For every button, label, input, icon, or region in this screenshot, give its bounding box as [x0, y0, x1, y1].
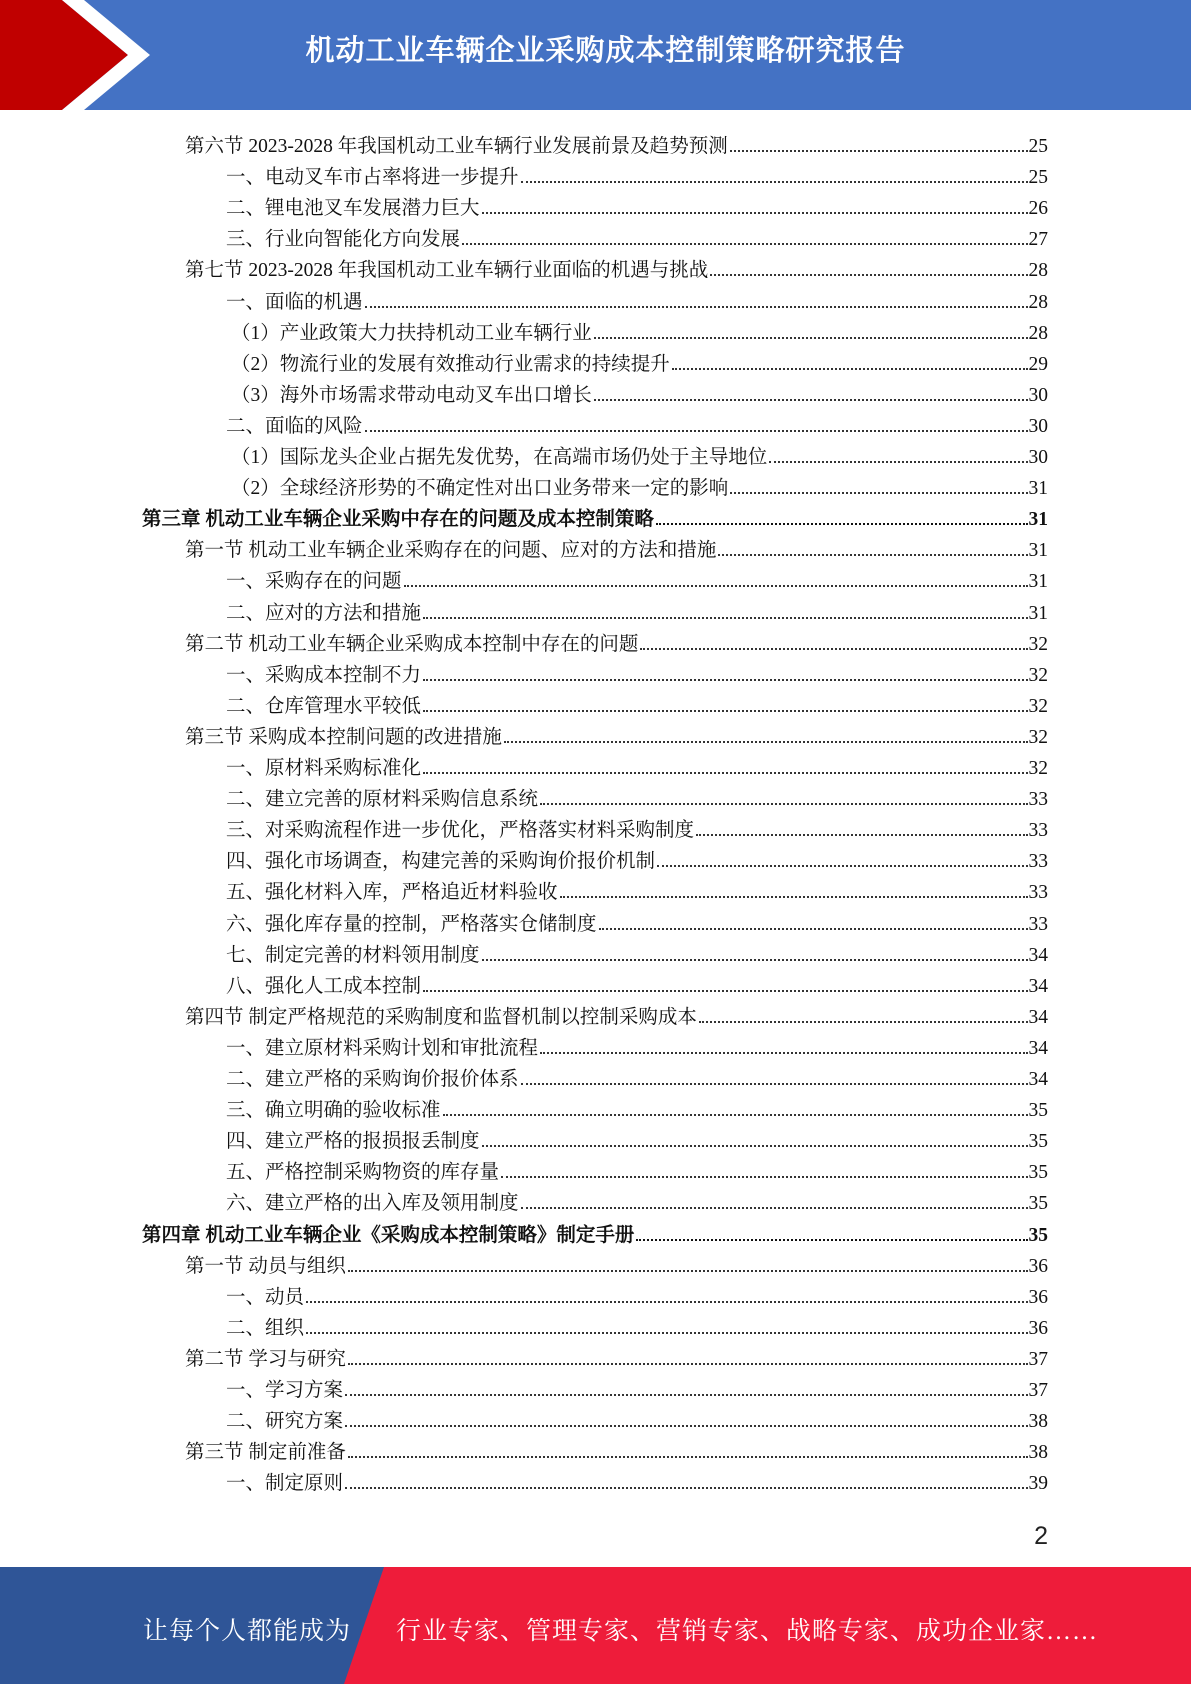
toc-entry[interactable] — [226, 967, 1048, 998]
toc-dot-leader — [306, 1332, 1027, 1334]
toc-entry-label: 五、强化材料入库，严格追近材料验收 — [226, 882, 558, 904]
toc-dot-leader — [540, 1052, 1027, 1054]
toc-entry-label: 一、建立原材料采购计划和审批流程 — [226, 1037, 539, 1059]
toc-dot-leader — [345, 1487, 1027, 1489]
toc-entry[interactable] — [226, 1278, 1048, 1309]
toc-dot-leader — [718, 554, 1027, 556]
toc-entry-page: 26 — [1028, 198, 1048, 220]
toc-entry[interactable] — [226, 158, 1048, 189]
toc-entry-label: 第二节 学习与研究 — [185, 1348, 346, 1370]
toc-dot-leader — [365, 430, 1028, 432]
toc-entry-page: 38 — [1028, 1411, 1048, 1433]
toc-entry-page: 32 — [1028, 726, 1048, 748]
toc-entry-page: 31 — [1028, 478, 1048, 500]
toc-entry-page: 32 — [1028, 758, 1048, 779]
toc-dot-leader — [423, 772, 1027, 774]
toc-entry-page: 35 — [1028, 1100, 1048, 1122]
toc-dot-leader — [365, 306, 1028, 308]
toc-entry[interactable] — [226, 283, 1048, 314]
toc-dot-leader — [348, 1270, 1028, 1272]
toc-entry-label: 第四节 制定严格规范的采购制度和监督机制以控制采购成本 — [185, 1006, 697, 1028]
toc-entry-label: 二、锂电池叉车发展潜力巨大 — [226, 198, 480, 220]
toc-dot-leader — [696, 834, 1027, 836]
toc-entry-page: 33 — [1028, 851, 1048, 873]
toc-dot-leader — [348, 1456, 1028, 1458]
toc-entry-label: 二、建立完善的原材料采购信息系统 — [226, 789, 539, 811]
toc-entry[interactable] — [231, 345, 1048, 376]
toc-entry-label: 二、组织 — [226, 1317, 305, 1339]
footer-slogan-left: 让每个人都能成为 — [143, 1618, 352, 1645]
toc-entry-page: 29 — [1028, 353, 1048, 375]
toc-entry-label: （2）全球经济形势的不确定性对出口业务带来一定的影响 — [231, 478, 729, 500]
toc-entry-label: （1）产业政策大力扶持机动工业车辆行业 — [231, 322, 592, 344]
toc-entry-label: （2）物流行业的发展有效推动行业需求的持续提升 — [231, 353, 670, 375]
toc-entry-page: 32 — [1028, 633, 1048, 655]
toc-entry[interactable] — [185, 625, 1048, 656]
toc-dot-leader — [594, 399, 1028, 401]
toc-entry-page: 31 — [1028, 509, 1048, 531]
toc-dot-leader — [710, 274, 1027, 276]
toc-dot-leader — [656, 523, 1028, 525]
page-number: 2 — [1034, 1522, 1048, 1550]
toc-entry-label: 第七节 2023-2028 年我国机动工业车辆行业面临的机遇与挑战 — [185, 260, 709, 282]
toc-entry[interactable] — [231, 438, 1048, 469]
toc-entry-page: 34 — [1028, 1037, 1048, 1059]
toc-entry-label: 二、研究方案 — [226, 1411, 344, 1433]
toc-dot-leader — [423, 710, 1027, 712]
toc-entry-page: 30 — [1028, 384, 1048, 406]
toc-dot-leader — [423, 679, 1027, 681]
toc-entry-page: 33 — [1028, 913, 1048, 935]
toc-dot-leader — [423, 617, 1027, 619]
toc-dot-leader — [404, 585, 1028, 587]
toc-entry-label: 二、面临的风险 — [226, 415, 363, 437]
toc-entry-label: 一、动员 — [226, 1286, 305, 1308]
toc-entry-label: 二、仓库管理水平较低 — [226, 695, 422, 717]
toc-entry-page: 35 — [1028, 1224, 1048, 1246]
toc-entry[interactable] — [226, 687, 1048, 718]
toc-dot-leader — [599, 928, 1028, 930]
toc-dot-leader — [504, 741, 1028, 743]
toc-entry-label: 三、确立明确的验收标准 — [226, 1100, 441, 1122]
toc-entry[interactable] — [226, 780, 1048, 811]
toc-entry-page: 33 — [1028, 882, 1048, 904]
toc-entry-label: 六、建立严格的出入库及领用制度 — [226, 1193, 519, 1215]
toc-entry-label: 四、建立严格的报损报丢制度 — [226, 1131, 480, 1153]
toc-dot-leader — [640, 648, 1027, 650]
toc-entry-label: 一、制定原则 — [226, 1473, 344, 1495]
toc-dot-leader — [345, 1425, 1027, 1427]
toc-dot-leader — [482, 212, 1028, 214]
toc-entry[interactable] — [226, 189, 1048, 220]
page-header — [0, 0, 1191, 110]
toc-entry-label: 一、学习方案 — [226, 1380, 344, 1401]
toc-entry-page: 32 — [1028, 664, 1048, 686]
toc-dot-leader — [730, 150, 1028, 152]
toc-entry[interactable] — [142, 1216, 1048, 1247]
toc-entry-page: 36 — [1028, 1286, 1048, 1308]
toc-entry-page: 31 — [1028, 571, 1048, 593]
toc-entry[interactable] — [185, 127, 1048, 158]
toc-entry[interactable] — [226, 1029, 1048, 1060]
toc-entry[interactable] — [226, 220, 1048, 251]
toc-dot-leader — [462, 243, 1027, 245]
toc-entry-page: 28 — [1028, 260, 1048, 282]
toc-dot-leader — [348, 1363, 1028, 1365]
toc-entry-label: 一、采购存在的问题 — [226, 571, 402, 593]
toc-entry-page: 25 — [1028, 136, 1048, 157]
toc-dot-leader — [521, 1083, 1028, 1085]
toc-entry-page: 25 — [1028, 167, 1048, 189]
toc-entry[interactable] — [226, 1402, 1048, 1433]
toc-entry-page: 27 — [1028, 229, 1048, 251]
toc-entry[interactable] — [226, 749, 1048, 780]
toc-entry[interactable] — [226, 1060, 1048, 1091]
toc-dot-leader — [672, 368, 1028, 370]
toc-entry-page: 34 — [1028, 944, 1048, 966]
toc-entry[interactable] — [231, 469, 1048, 500]
toc-dot-leader — [423, 990, 1027, 992]
toc-dot-leader — [699, 1021, 1028, 1023]
toc-entry[interactable] — [185, 1433, 1048, 1464]
toc-entry[interactable] — [226, 1464, 1048, 1495]
toc-entry-label: 第一节 机动工业车辆企业采购存在的问题、应对的方法和措施 — [185, 540, 717, 562]
toc-entry-label: 七、制定完善的材料领用制度 — [226, 944, 480, 966]
toc-entry[interactable] — [185, 251, 1048, 282]
toc-dot-leader — [560, 896, 1028, 898]
toc-dot-leader — [657, 865, 1027, 867]
header-title: 机动工业车辆企业采购成本控制策略研究报告 — [305, 33, 906, 67]
toc-entry-label: 三、对采购流程作进一步优化，严格落实材料采购制度 — [226, 820, 695, 842]
toc-entry-label: （3）海外市场需求带动电动叉车出口增长 — [231, 384, 592, 406]
toc-entry-page: 32 — [1028, 695, 1048, 717]
toc-dot-leader — [594, 337, 1028, 339]
toc-entry-page: 35 — [1028, 1162, 1048, 1184]
toc-dot-leader — [482, 1145, 1028, 1147]
page-footer — [0, 1567, 1191, 1684]
toc-entry-page: 33 — [1028, 820, 1048, 842]
toc-entry-label: 第六节 2023-2028 年我国机动工业车辆行业发展前景及趋势预测 — [185, 136, 728, 157]
toc-entry[interactable] — [226, 407, 1048, 438]
toc-entry[interactable] — [226, 842, 1048, 873]
toc-entry-page: 36 — [1028, 1317, 1048, 1339]
toc-dot-leader — [443, 1114, 1028, 1116]
toc-entry[interactable] — [231, 376, 1048, 407]
toc-entry-label: 三、行业向智能化方向发展 — [226, 229, 461, 251]
toc-entry-page: 31 — [1028, 540, 1048, 562]
toc-entry-page: 33 — [1028, 789, 1048, 811]
toc-entry[interactable] — [226, 656, 1048, 687]
toc-entry[interactable] — [226, 1184, 1048, 1215]
toc-entry-label: 二、建立严格的采购询价报价体系 — [226, 1069, 519, 1090]
toc-entry[interactable] — [226, 1153, 1048, 1184]
toc-entry[interactable] — [226, 1309, 1048, 1340]
toc-entry[interactable] — [226, 562, 1048, 593]
footer-slogan-right: 行业专家、管理专家、营销专家、战略专家、成功企业家…… — [396, 1618, 1099, 1645]
toc-entry[interactable] — [185, 1247, 1048, 1278]
toc-entry[interactable] — [226, 1371, 1048, 1402]
toc-entry[interactable] — [185, 531, 1048, 562]
toc-entry-label: 一、电动叉车市占率将进一步提升 — [226, 167, 519, 189]
toc-entry-page: 34 — [1028, 975, 1048, 997]
toc-entry-page: 28 — [1028, 322, 1048, 344]
toc-dot-leader — [540, 803, 1027, 805]
toc-entry-label: 第三节 制定前准备 — [185, 1442, 346, 1464]
toc-entry-label: 一、面临的机遇 — [226, 291, 363, 313]
toc-entry-label: 四、强化市场调查，构建完善的采购询价报价机制 — [226, 851, 656, 873]
toc-dot-leader — [521, 1207, 1028, 1209]
toc-entry-label: 二、应对的方法和措施 — [226, 602, 422, 624]
toc-entry-label: 第二节 机动工业车辆企业采购成本控制中存在的问题 — [185, 633, 639, 655]
toc-entry[interactable] — [226, 1091, 1048, 1122]
toc-entry-label: 第一节 动员与组织 — [185, 1255, 346, 1277]
toc-entry[interactable] — [226, 936, 1048, 967]
toc-entry-page: 28 — [1028, 291, 1048, 313]
toc-dot-leader — [521, 181, 1028, 183]
toc-entry[interactable] — [226, 1122, 1048, 1153]
toc-entry[interactable] — [226, 905, 1048, 936]
toc-entry-page: 31 — [1028, 602, 1048, 624]
toc-entry-label: 六、强化库存量的控制，严格落实仓储制度 — [226, 913, 597, 935]
toc-entry-page: 35 — [1028, 1131, 1048, 1153]
toc-entry[interactable] — [185, 998, 1048, 1029]
toc-entry-label: 五、严格控制采购物资的库存量 — [226, 1162, 500, 1184]
toc-entry[interactable] — [226, 811, 1048, 842]
toc-entry-page: 38 — [1028, 1442, 1048, 1464]
toc-entry-page: 34 — [1028, 1006, 1048, 1028]
toc-entry-page: 30 — [1028, 447, 1048, 468]
toc-entry-label: 八、强化人工成本控制 — [226, 975, 422, 997]
toc-dot-leader — [730, 492, 1027, 494]
toc-entry-label: 第四章 机动工业车辆企业《采购成本控制策略》制定手册 — [142, 1224, 635, 1246]
toc-entry-label: 第三章 机动工业车辆企业采购中存在的问题及成本控制策略 — [142, 509, 654, 531]
toc-entry-page: 30 — [1028, 415, 1048, 437]
toc-entry[interactable] — [185, 1340, 1048, 1371]
toc-dot-leader — [482, 959, 1028, 961]
toc-dot-leader — [636, 1239, 1027, 1241]
toc-entry-label: （1）国际龙头企业占据先发优势，在高端市场仍处于主导地位 — [231, 447, 768, 468]
toc-dot-leader — [345, 1394, 1027, 1396]
toc-entry-page: 35 — [1028, 1193, 1048, 1215]
toc-entry-page: 37 — [1028, 1348, 1048, 1370]
toc-dot-leader — [306, 1301, 1027, 1303]
toc-dot-leader — [769, 461, 1027, 463]
toc-entry-page: 34 — [1028, 1069, 1048, 1090]
toc-entry-label: 一、原材料采购标准化 — [226, 758, 422, 779]
toc-entry-label: 一、采购成本控制不力 — [226, 664, 422, 686]
toc-entry[interactable] — [142, 500, 1048, 531]
toc-entry[interactable] — [226, 873, 1048, 904]
toc-dot-leader — [501, 1176, 1027, 1178]
toc-entry-page: 39 — [1028, 1473, 1048, 1495]
toc-entry[interactable] — [185, 718, 1048, 749]
toc-entry[interactable] — [231, 314, 1048, 345]
toc-entry-label: 第三节 采购成本控制问题的改进措施 — [185, 726, 502, 748]
toc-entry[interactable] — [226, 594, 1048, 625]
toc-entry-page: 36 — [1028, 1255, 1048, 1277]
toc-entry-page: 37 — [1028, 1380, 1048, 1401]
